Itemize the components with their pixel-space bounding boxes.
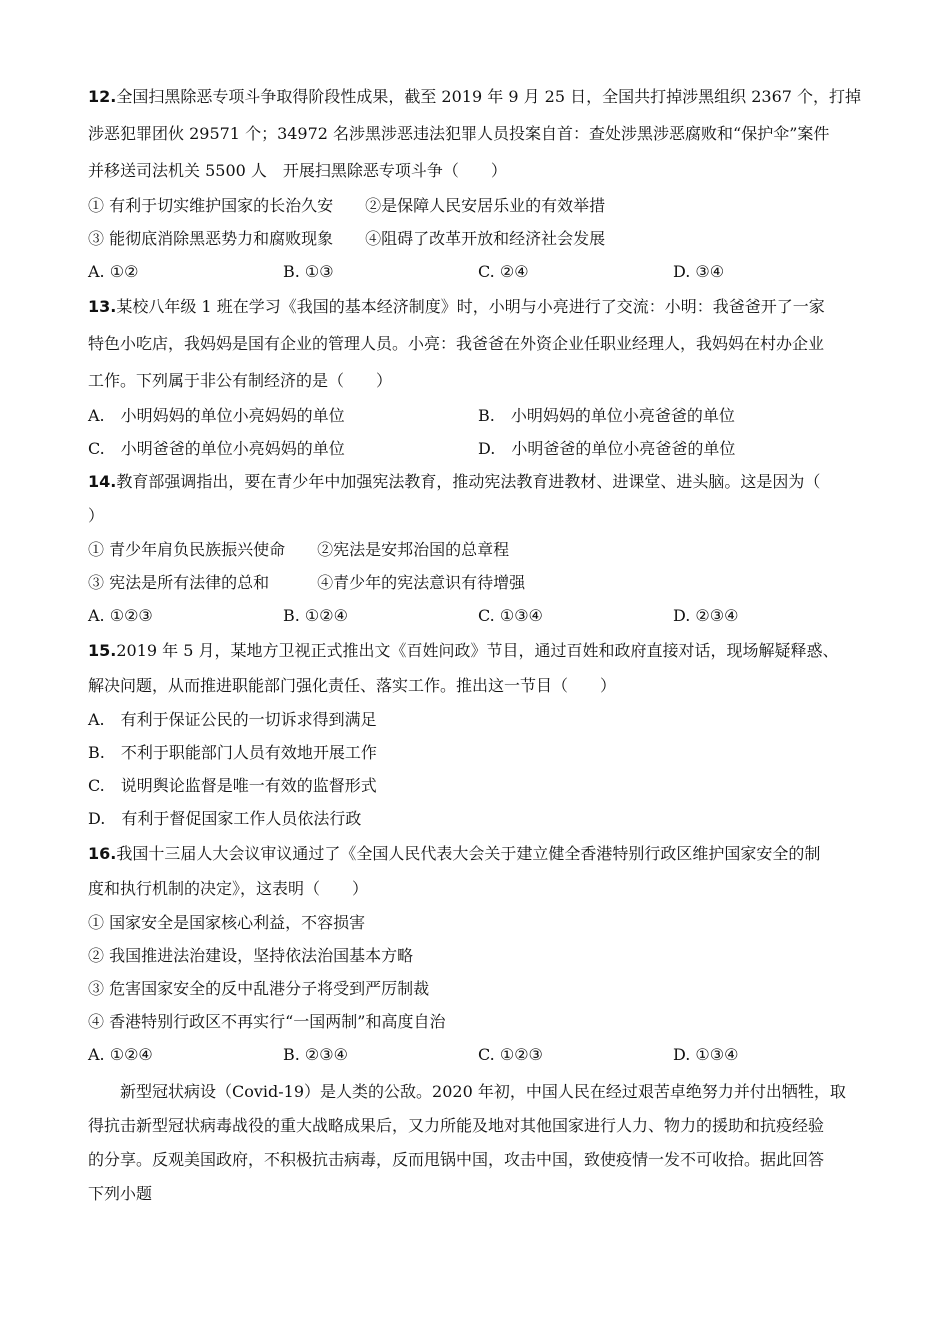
option-c[interactable]: C. ①③④ <box>478 606 543 625</box>
question-number: 15. <box>88 641 117 660</box>
option-d[interactable]: D. ①③④ <box>673 1045 739 1064</box>
options-row <box>88 599 868 632</box>
option-b[interactable]: B. ①③ <box>283 262 334 281</box>
question-number: 13. <box>88 297 117 316</box>
question-text: 全国扫黑除恶专项斗争取得阶段性成果，截至 2019 年 9 月 25 日，全国共打掉涉黑组织 2367 个，打掉 <box>116 87 862 106</box>
option-a[interactable]: A. ①②④ <box>88 1045 153 1064</box>
option-a[interactable]: A. ①②③ <box>88 606 153 625</box>
question-15 <box>88 632 868 835</box>
question-14 <box>88 465 868 632</box>
question-text: 2019 年 5 月，某地方卫视正式推出文《百姓问政》节目，通过百姓和政府直接对话，现场解疑释惑、 <box>116 641 839 660</box>
options-row <box>88 255 868 288</box>
question-text: 解决问题，从而推进职能部门强化责任、落实工作。推出这一节目（ ） <box>88 676 617 695</box>
statement: ① 有利于切实维护国家的长治久安 ②是保障人民安居乐业的有效举措 <box>88 196 606 215</box>
option-b[interactable]: B. 不利于职能部门人员有效地开展工作 <box>88 743 377 762</box>
question-text: 教育部强调指出，要在青少年中加强宪法教育，推动宪法教育进教材、进课堂、进头脑。这是因为（ <box>116 472 821 491</box>
statement: ① 青少年肩负民族振兴使命 ②宪法是安邦治国的总章程 <box>88 540 510 559</box>
option-d[interactable]: D. 有利于督促国家工作人员依法行政 <box>88 809 362 828</box>
question-16 <box>88 835 868 1071</box>
question-text: 我国十三届人大会议审议通过了《全国人民代表大会关于建立健全香港特别行政区维护国家安全的制 <box>116 844 821 863</box>
options-row <box>88 432 868 465</box>
option-c[interactable]: C. ①②③ <box>478 1045 543 1064</box>
option-b[interactable]: B. 小明妈妈的单位小亮爸爸的单位 <box>478 406 735 425</box>
passage-text: 得抗击新型冠状病毒战役的重大战略成果后，又力所能及地对其他国家进行人力、物力的援助和抗疫经验 <box>88 1116 825 1135</box>
option-a[interactable]: A. ①② <box>88 262 139 281</box>
option-a[interactable]: A. 有利于保证公民的一切诉求得到满足 <box>88 710 377 729</box>
statement: ③ 危害国家安全的反中乱港分子将受到严厉制裁 <box>88 979 430 998</box>
option-b[interactable]: B. ①②④ <box>283 606 348 625</box>
question-number: 16. <box>88 844 117 863</box>
option-a[interactable]: A. 小明妈妈的单位小亮妈妈的单位 <box>88 406 345 425</box>
statement: ③ 能彻底消除黑恶势力和腐败现象 ④阻碍了改革开放和经济社会发展 <box>88 229 606 248</box>
exam-page <box>88 78 868 1211</box>
statement: ④ 香港特别行政区不再实行“一国两制”和高度自治 <box>88 1012 446 1031</box>
option-d[interactable]: D. ③④ <box>673 262 725 281</box>
question-13 <box>88 288 868 465</box>
option-b[interactable]: B. ②③④ <box>283 1045 348 1064</box>
passage-text: 的分享。反观美国政府，不积极抗击病毒，反而甩锅中国，攻击中国，致使疫情一发不可收拾。据此回答 <box>88 1150 825 1169</box>
option-d[interactable]: D. 小明爸爸的单位小亮爸爸的单位 <box>478 439 736 458</box>
passage-text: 新型冠状病设（Covid-19）是人类的公敌。2020 年初，中国人民在经过艰苦卓绝努力并付出牺牲，取 <box>120 1082 846 1101</box>
question-12 <box>88 78 868 288</box>
option-c[interactable]: C. 小明爸爸的单位小亮妈妈的单位 <box>88 439 345 458</box>
option-c[interactable]: C. 说明舆论监督是唯一有效的监督形式 <box>88 776 377 795</box>
option-c[interactable]: C. ②④ <box>478 262 529 281</box>
question-text: 某校八年级 1 班在学习《我国的基本经济制度》时，小明与小亮进行了交流：小明：我爸爸开了一家 <box>116 297 825 316</box>
statement: ① 国家安全是国家核心利益，不容损害 <box>88 913 366 932</box>
question-text: 并移送司法机关 5500 人 开展扫黑除恶专项斗争（ ） <box>88 161 507 180</box>
statement: ② 我国推进法治建设，坚持依法治国基本方略 <box>88 946 414 965</box>
options-row <box>88 399 868 432</box>
passage-text: 下列小题 <box>88 1184 153 1203</box>
reading-passage <box>88 1075 868 1211</box>
question-text: 工作。下列属于非公有制经济的是（ ） <box>88 371 393 390</box>
question-number: 14. <box>88 472 117 491</box>
question-text: 度和执行机制的决定》，这表明（ ） <box>88 879 369 898</box>
question-text: ） <box>88 506 105 525</box>
statement: ③ 宪法是所有法律的总和 ④青少年的宪法意识有待增强 <box>88 573 526 592</box>
question-text: 特色小吃店，我妈妈是国有企业的管理人员。小亮：我爸爸在外资企业任职业经理人，我妈妈在村办企业 <box>88 334 825 353</box>
question-text: 涉恶犯罪团伙 29571 个；34972 名涉黑涉恶违法犯罪人员投案自首：查处涉黑涉恶腐败和“保护伞”案件 <box>88 124 830 143</box>
option-d[interactable]: D. ②③④ <box>673 606 739 625</box>
options-row <box>88 1038 868 1071</box>
question-number: 12. <box>88 87 117 106</box>
